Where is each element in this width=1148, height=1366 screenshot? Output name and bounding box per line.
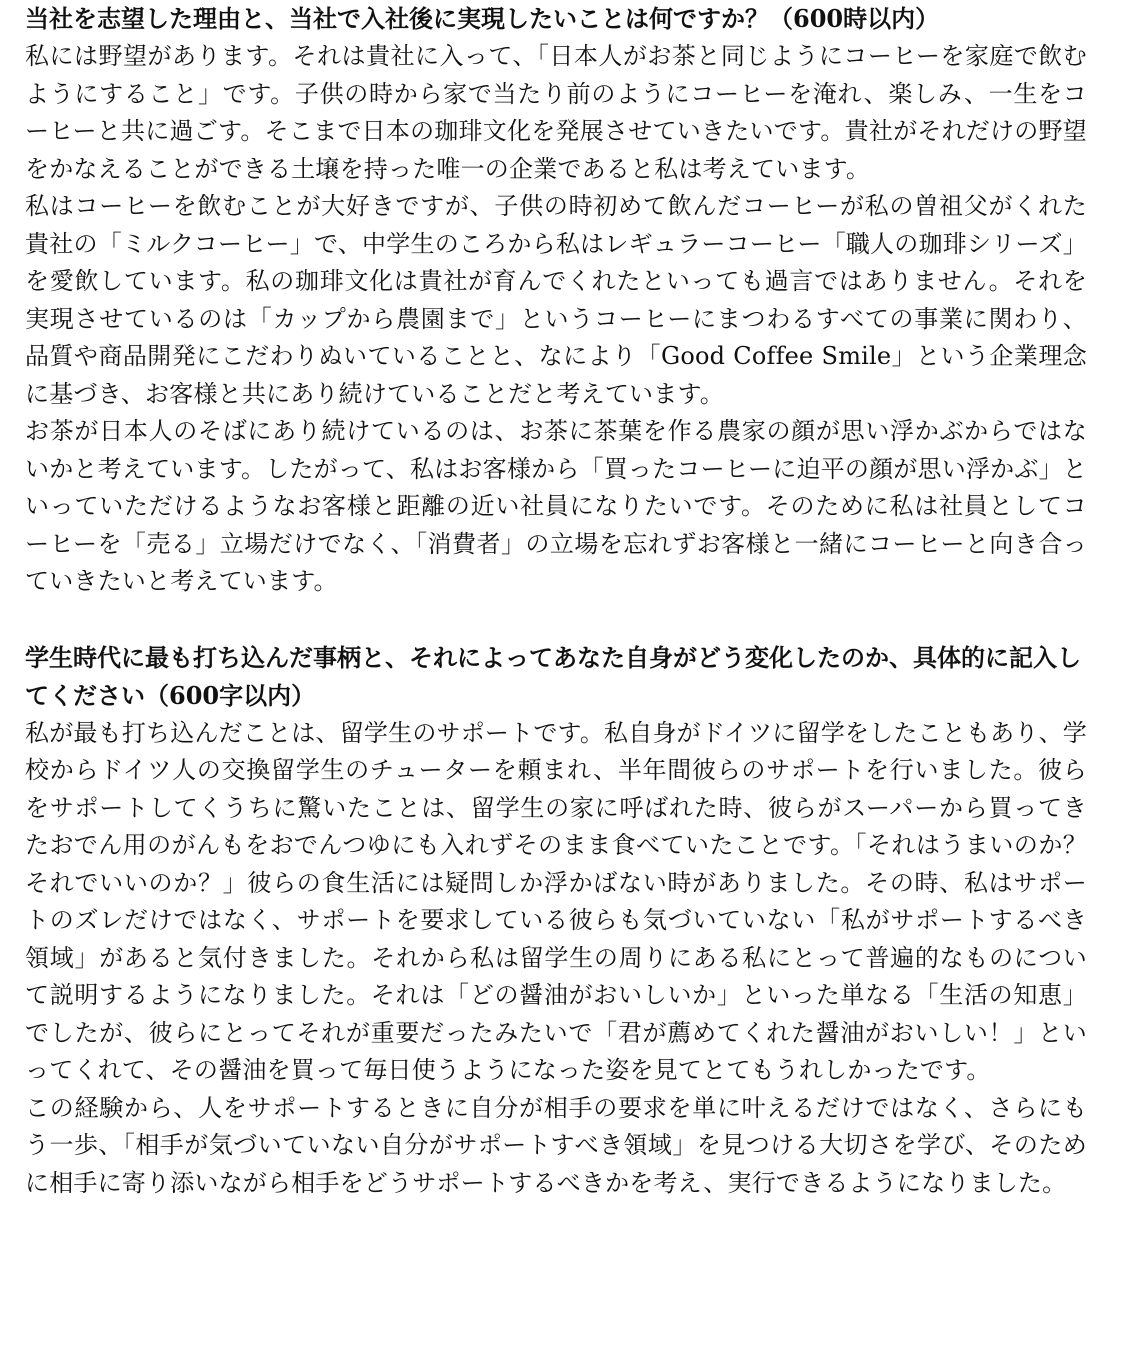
question-1-paragraph-2: 私はコーヒーを飲むことが大好きですが、子供の時初めて飲んだコーヒーが私の曽祖父がくれた貴社の「ミルクコーヒー」で、中学生のころから私はレギュラーコーヒー「職人の珈琲シリーズ」を愛飲しています。私の珈琲文化は貴社が育んでくれたといっても過言ではありません。それを実現させているのは「カップから農園まで」というコーヒーにまつわるすべての事業に関わり、品質や商品開発にこだわりぬいていることと、なにより「Good Coffee Smile」という企業理念に基づき、お客様と共にあり続けていることだと考えています。 — [25, 192, 1087, 408]
question-1-paragraph-1: 私には野望があります。それは貴社に入って、「日本人がお茶と同じようにコーヒーを家庭で飲むようにすること」です。子供の時から家で当たり前のようにコーヒーを淹れ、楽しみ、一生をコーヒーと共に過ごす。そこまで日本の珈琲文化を発展させていきたいです。貴社がそれだけの野望をかなえることができる土壌を持った唯一の企業であると私は考えています。 — [25, 42, 1087, 183]
question-2-heading: 学生時代に最も打ち込んだ事柄と、それによってあなた自身がどう変化したのか、具体的に記入してください（600字以内） — [25, 642, 1081, 710]
question-1-paragraph-3: お茶が日本人のそばにあり続けているのは、お茶に茶葉を作る農家の顔が思い浮かぶからではないかと考えています。したがって、私はお客様から「買ったコーヒーに迫平の顔が思い浮かぶ」といっていただけるようなお客様と距離の近い社員になりたいです。そのために私は社員としてコーヒーを「売る」立場だけでなく、「消費者」の立場を忘れずお客様と一緒にコーヒーと向き合っていきたいと考えています。 — [25, 417, 1087, 595]
question-2-paragraph-2: この経験から、人をサポートするときに自分が相手の要求を単に叶えるだけではなく、さらにもう一歩、「相手が気づいていない自分がサポートすべき領域」を見つける大切さを学び、そのために相手に寄り添いながら相手をどうサポートするべきかを考え、実行できるようになりました。 — [25, 1093, 1087, 1197]
document-page — [25, 0, 1087, 1202]
section-spacer — [25, 601, 1087, 639]
question-2-paragraph-1: 私が最も打ち込んだことは、留学生のサポートです。私自身がドイツに留学をしたこともあり、学校からドイツ人の交換留学生のチューターを頼まれ、半年間彼らのサポートを行いました。彼らをサポートしてくうちに驚いたことは、留学生の家に呼ばれた時、彼らがスーパーから買ってきたおでん用のがんもをおでんつゆにも入れずそのまま食べていたことです。「それはうまいのか？それでいいのか？」彼らの食生活には疑問しか浮かばない時がありました。その時、私はサポートのズレだけではなく、サポートを要求している彼らも気づいていない「私がサポートするべき領域」があると気付きました。それから私は留学生の周りにある私にとって普遍的なものについて説明するようになりました。それは「どの醤油がおいしいか」といった単なる「生活の知恵」でしたが、彼らにとってそれが重要だったみたいで「君が薦めてくれた醤油がおいしい！」といってくれて、その醤油を買って毎日使うようになった姿を見てとてもうれしかったです。 — [25, 718, 1087, 1084]
question-1-section — [25, 0, 1087, 601]
question-1-heading: 当社を志望した理由と、当社で入社後に実現したいことは何ですか？（600時以内） — [25, 4, 940, 33]
question-2-section — [25, 639, 1087, 1203]
